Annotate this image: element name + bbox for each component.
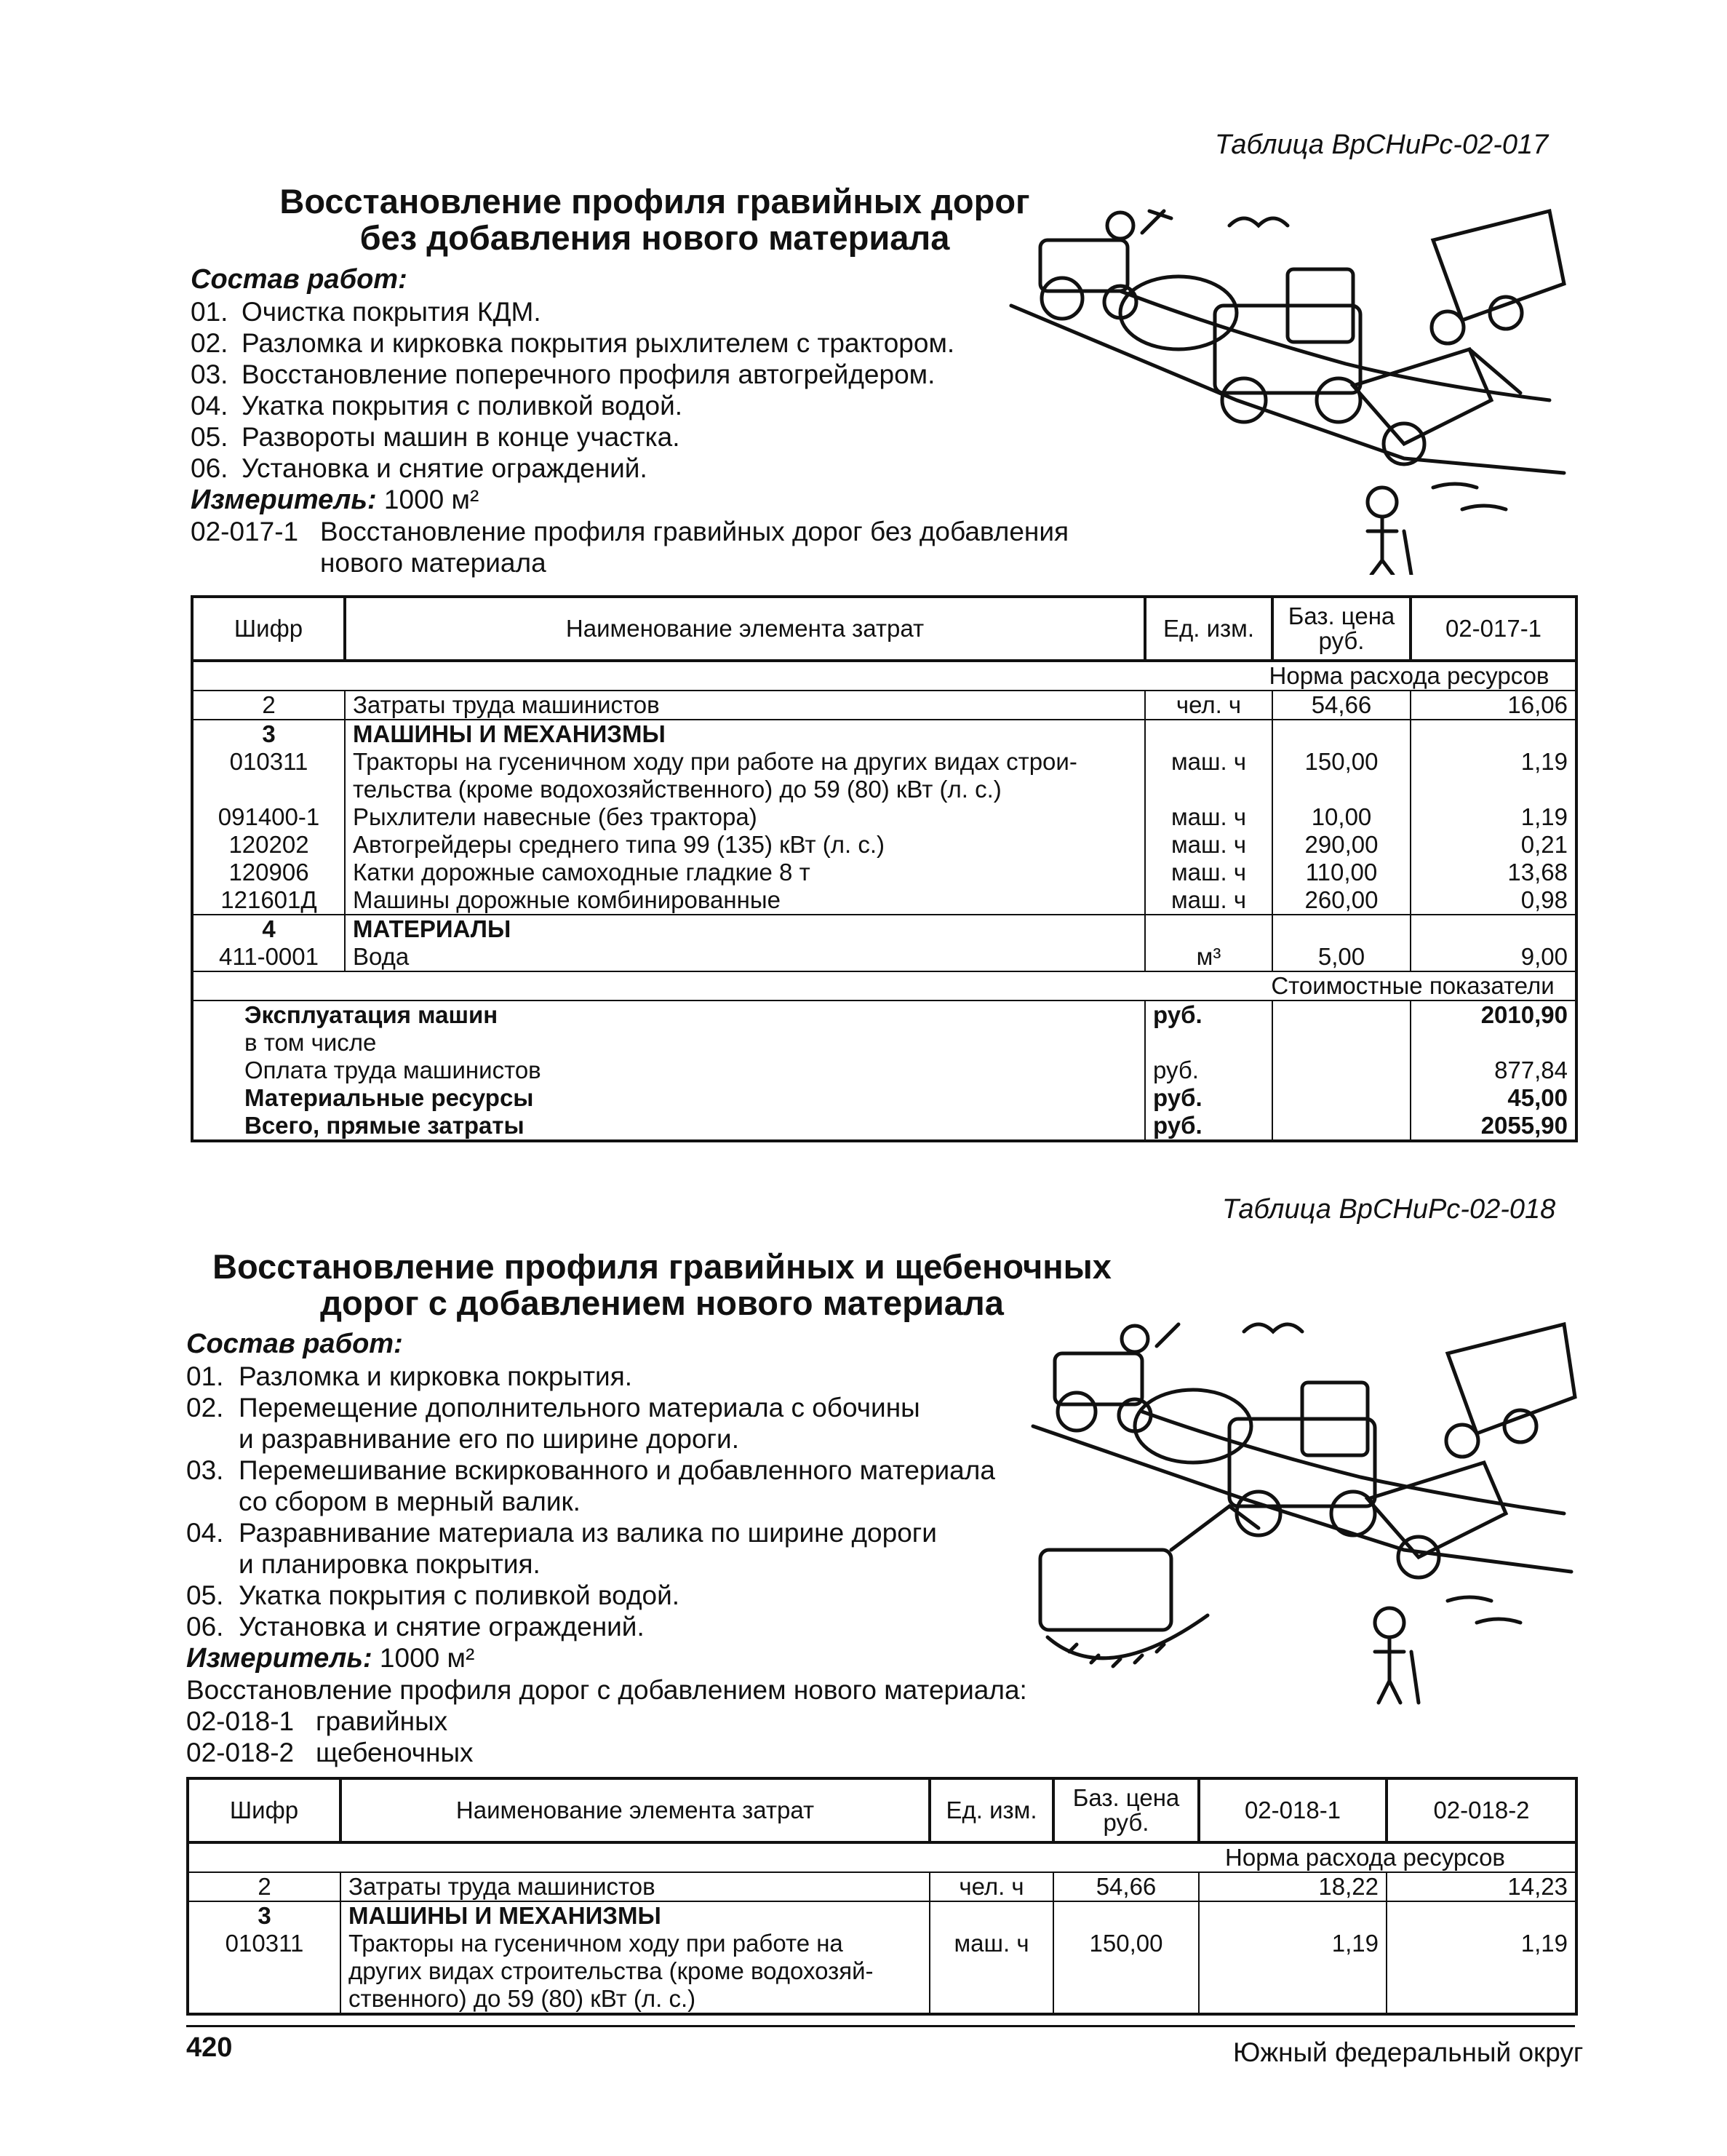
cost-row: [192, 1112, 1576, 1141]
cell-name: Затраты труда машинистов: [345, 691, 1145, 720]
work-item: [191, 296, 1069, 327]
title-line: Восстановление профиля гравийных и щебеночных: [212, 1247, 1112, 1286]
table-row: [188, 1957, 1576, 1985]
cell-code: 120202: [192, 831, 345, 859]
norm-band-label: Норма расхода ресурсов: [1199, 1842, 1576, 1872]
cell-code: 121601Д: [192, 886, 345, 915]
work-item: [186, 1423, 1027, 1455]
work-item-text: и разравнивание его по ширине дороги.: [239, 1424, 740, 1454]
code-line: [186, 1737, 1027, 1768]
cost-value: 45,00: [1411, 1084, 1576, 1112]
work-item-text: Очистка покрытия КДМ.: [242, 297, 541, 327]
header-code: Шифр: [192, 597, 345, 661]
header-unit: Ед. изм.: [930, 1778, 1053, 1842]
footer-rule: [186, 2025, 1575, 2027]
measure-line: [191, 484, 1069, 516]
work-item: [186, 1361, 1027, 1392]
work-item: [191, 359, 1069, 390]
resource-table-2: [186, 1777, 1578, 2016]
cell-price: 54,66: [1272, 691, 1411, 720]
header-price-line: руб.: [1103, 1809, 1149, 1836]
header-price-line: Баз. цена: [1288, 602, 1395, 629]
table-reference-1: Таблица ВрСНиРс-02-017: [1215, 130, 1549, 160]
cost-unit: руб.: [1145, 1001, 1272, 1029]
header-price: [1053, 1778, 1199, 1842]
table-row: [188, 1985, 1576, 2014]
table-header-row: [192, 597, 1576, 661]
work-list-1: [191, 296, 1069, 578]
code-line-code: 02-018-2: [186, 1738, 295, 1767]
cell-unit: маш. ч: [1145, 831, 1272, 859]
footer-region: Южный федеральный округ: [1233, 2037, 1584, 2067]
cost-label: Материальные ресурсы: [192, 1084, 1145, 1112]
cell-value: 0,98: [1411, 886, 1576, 915]
cell-name: Вода: [345, 943, 1145, 971]
table-row: [192, 776, 1576, 803]
work-item-number: 04.: [186, 1518, 224, 1548]
cell-code: 120906: [192, 859, 345, 886]
cell-name: Рыхлители навесные (без трактора): [345, 803, 1145, 831]
work-item-number: 02.: [186, 1393, 224, 1423]
work-item: [186, 1517, 1027, 1548]
cell-code: 3: [192, 720, 345, 748]
code-line-code: 02-018-1: [186, 1706, 295, 1736]
cell-price: 260,00: [1272, 886, 1411, 915]
cost-row: [192, 1057, 1576, 1084]
work-item-text: Восстановление поперечного профиля автогрейдером.: [242, 359, 936, 389]
measure-label: Измеритель:: [186, 1643, 372, 1674]
composition-label-2: Состав работ:: [186, 1329, 403, 1359]
cell-value: 1,19: [1411, 803, 1576, 831]
work-item: [191, 421, 1069, 453]
cell-name: Катки дорожные самоходные гладкие 8 т: [345, 859, 1145, 886]
cost-row: [192, 1001, 1576, 1029]
cell-price: 290,00: [1272, 831, 1411, 859]
work-item-number: 01.: [186, 1361, 224, 1391]
cell-price: 110,00: [1272, 859, 1411, 886]
measure-value: 1000 м²: [383, 485, 479, 514]
section-title-1: [240, 183, 1069, 256]
work-item-text: Установка и снятие ограждений.: [239, 1612, 645, 1642]
work-item-text: Установка и снятие ограждений.: [242, 453, 647, 483]
cell-name: Тракторы на гусеничном ходу при работе на других видах строи-: [345, 748, 1145, 776]
work-item: [191, 327, 1069, 359]
title-line: Восстановление профиля гравийных дорог: [279, 182, 1030, 220]
work-item-number: 05.: [186, 1580, 224, 1610]
table-row: [192, 803, 1576, 831]
measure-line: [186, 1642, 1027, 1674]
cell-value: 9,00: [1411, 943, 1576, 971]
table-row: [192, 720, 1576, 748]
table-row: [188, 1930, 1576, 1957]
work-item-text: Перемешивание вскиркованного и добавленного материала: [239, 1455, 995, 1485]
cell-code: 091400-1: [192, 803, 345, 831]
page-number: 420: [186, 2032, 233, 2063]
work-item-text: со сбором в мерный валик.: [239, 1487, 581, 1516]
cell-price: 54,66: [1053, 1872, 1199, 1901]
cell-value: 16,06: [1411, 691, 1576, 720]
cell-price: 5,00: [1272, 943, 1411, 971]
work-item: [186, 1392, 1027, 1423]
work-item-text: Укатка покрытия с поливкой водой.: [242, 391, 683, 421]
cell-name: Автогрейдеры среднего типа 99 (135) кВт (л. с.): [345, 831, 1145, 859]
code-line-continuation: [191, 547, 1069, 578]
cell-value: 14,23: [1387, 1872, 1576, 1901]
code-line-text: щебеночных: [316, 1738, 474, 1767]
work-item: [186, 1611, 1027, 1642]
work-item: [186, 1486, 1027, 1517]
cell-unit: м³: [1145, 943, 1272, 971]
work-list-2: [186, 1361, 1027, 1768]
composition-label-1: Состав работ:: [191, 264, 407, 295]
work-item: [186, 1548, 1027, 1580]
work-item-text: Разломка и кирковка покрытия.: [239, 1361, 633, 1391]
header-column-02-017-1: 02-017-1: [1411, 597, 1576, 661]
code-line-text: Восстановление профиля гравийных дорог без добавления: [320, 517, 1069, 546]
road-machinery-illustration: [1026, 1310, 1579, 1717]
cell-unit: чел. ч: [930, 1872, 1053, 1901]
cell-name: Тракторы на гусеничном ходу при работе на: [340, 1930, 930, 1957]
header-price: [1272, 597, 1411, 661]
table-header-row: [188, 1778, 1576, 1842]
cell-value: 13,68: [1411, 859, 1576, 886]
cell-name: МАТЕРИАЛЫ: [345, 915, 1145, 943]
cell-code: 010311: [192, 748, 345, 776]
section-title-2: [189, 1249, 1135, 1321]
cell-name: МАШИНЫ И МЕХАНИЗМЫ: [345, 720, 1145, 748]
cell-unit: чел. ч: [1145, 691, 1272, 720]
table-row: [188, 1901, 1576, 1930]
work-item-text: и планировка покрытия.: [239, 1549, 541, 1579]
norm-band-row: [192, 661, 1576, 691]
header-unit: Ед. изм.: [1145, 597, 1272, 661]
cell-price: 10,00: [1272, 803, 1411, 831]
cell-unit: маш. ч: [1145, 803, 1272, 831]
cost-label: Всего, прямые затраты: [192, 1112, 1145, 1141]
work-item: [191, 453, 1069, 484]
cell-name: тельства (кроме водохозяйственного) до 59 (80) кВт (л. с.): [345, 776, 1145, 803]
work-item-text: Развороты машин в конце участка.: [242, 422, 680, 452]
work-item: [186, 1580, 1027, 1611]
work-item-text: Разломка и кирковка покрытия рыхлителем с трактором.: [242, 328, 955, 358]
cell-name: МАШИНЫ И МЕХАНИЗМЫ: [340, 1901, 930, 1930]
cell-name: Затраты труда машинистов: [340, 1872, 930, 1901]
header-price-line: руб.: [1318, 627, 1365, 654]
cell-price: 150,00: [1053, 1930, 1199, 1957]
cost-unit: руб.: [1145, 1057, 1272, 1084]
table-row: [188, 1872, 1576, 1901]
cell-code: 4: [192, 915, 345, 943]
code-line: [191, 516, 1069, 547]
cost-row: [192, 1029, 1576, 1057]
cost-band-label: Стоимостные показатели: [1272, 971, 1576, 1001]
work-item-number: 04.: [191, 391, 228, 421]
header-code: Шифр: [188, 1778, 340, 1842]
title-line: без добавления нового материала: [359, 218, 950, 257]
header-column-02-018-1: 02-018-1: [1199, 1778, 1387, 1842]
cell-value: 1,19: [1199, 1930, 1387, 1957]
measure-label: Измеритель:: [191, 485, 377, 515]
road-machinery-illustration: [997, 182, 1579, 575]
cell-code: 411-0001: [192, 943, 345, 971]
cell-name: других видах строительства (кроме водохозяй-: [340, 1957, 930, 1985]
resource-table-1: [191, 595, 1578, 1142]
cost-label: Эксплуатация машин: [192, 1001, 1145, 1029]
work-item-text: Перемещение дополнительного материала с обочины: [239, 1393, 920, 1423]
header-price-line: Баз. цена: [1072, 1784, 1180, 1811]
table-row: [192, 831, 1576, 859]
norm-band-row: [188, 1842, 1576, 1872]
code-line-text: гравийных: [316, 1706, 448, 1736]
work-item-number: 02.: [191, 328, 228, 358]
cell-value: 1,19: [1411, 748, 1576, 776]
header-name: Наименование элемента затрат: [340, 1778, 930, 1842]
table-row: [192, 748, 1576, 776]
cell-value: 18,22: [1199, 1872, 1387, 1901]
header-name: Наименование элемента затрат: [345, 597, 1145, 661]
work-item-number: 03.: [186, 1455, 224, 1485]
norm-band-label: Норма расхода ресурсов: [1272, 661, 1576, 691]
cost-row: [192, 1084, 1576, 1112]
cost-value: 877,84: [1411, 1057, 1576, 1084]
cell-unit: маш. ч: [930, 1930, 1053, 1957]
cost-label: в том числе: [192, 1029, 1145, 1057]
table-row: [192, 691, 1576, 720]
cell-code: 3: [188, 1901, 340, 1930]
code-line-code: 02-017-1: [191, 517, 299, 546]
work-item-number: 06.: [191, 453, 228, 483]
cost-unit: руб.: [1145, 1084, 1272, 1112]
cost-unit: руб.: [1145, 1112, 1272, 1141]
table-row: [192, 943, 1576, 971]
cell-name: Машины дорожные комбинированные: [345, 886, 1145, 915]
cell-code: 2: [188, 1872, 340, 1901]
work-item-number: 06.: [186, 1612, 224, 1642]
cost-band-row: [192, 971, 1576, 1001]
work-item-text: Разравнивание материала из валика по ширине дороги: [239, 1518, 937, 1548]
cost-label: Оплата труда машинистов: [192, 1057, 1145, 1084]
code-line: [186, 1706, 1027, 1737]
measure-value: 1000 м²: [379, 1643, 475, 1673]
work-item-number: 05.: [191, 422, 228, 452]
table-row: [192, 915, 1576, 943]
title-line: дорог с добавлением нового материала: [320, 1284, 1004, 1322]
cell-unit: маш. ч: [1145, 748, 1272, 776]
cell-value: 0,21: [1411, 831, 1576, 859]
cell-name: ственного) до 59 (80) кВт (л. с.): [340, 1985, 930, 2014]
header-column-02-018-2: 02-018-2: [1387, 1778, 1576, 1842]
table-row: [192, 859, 1576, 886]
work-item: [186, 1455, 1027, 1486]
table-reference-2: Таблица ВрСНиРс-02-018: [1222, 1194, 1556, 1225]
cell-price: 150,00: [1272, 748, 1411, 776]
cell-code: 010311: [188, 1930, 340, 1957]
cell-code: 2: [192, 691, 345, 720]
cell-unit: маш. ч: [1145, 859, 1272, 886]
work-item-number: 01.: [191, 297, 228, 327]
code-line-text: нового материала: [320, 548, 546, 578]
work-item: [191, 390, 1069, 421]
work-item-number: 03.: [191, 359, 228, 389]
table-row: [192, 886, 1576, 915]
intro-line: Восстановление профиля дорог с добавлением нового материала:: [186, 1675, 1027, 1705]
work-item-text: Укатка покрытия с поливкой водой.: [239, 1580, 680, 1610]
cost-value: 2055,90: [1411, 1112, 1576, 1141]
cost-value: 2010,90: [1411, 1001, 1576, 1029]
cell-value: 1,19: [1387, 1930, 1576, 1957]
cell-unit: маш. ч: [1145, 886, 1272, 915]
